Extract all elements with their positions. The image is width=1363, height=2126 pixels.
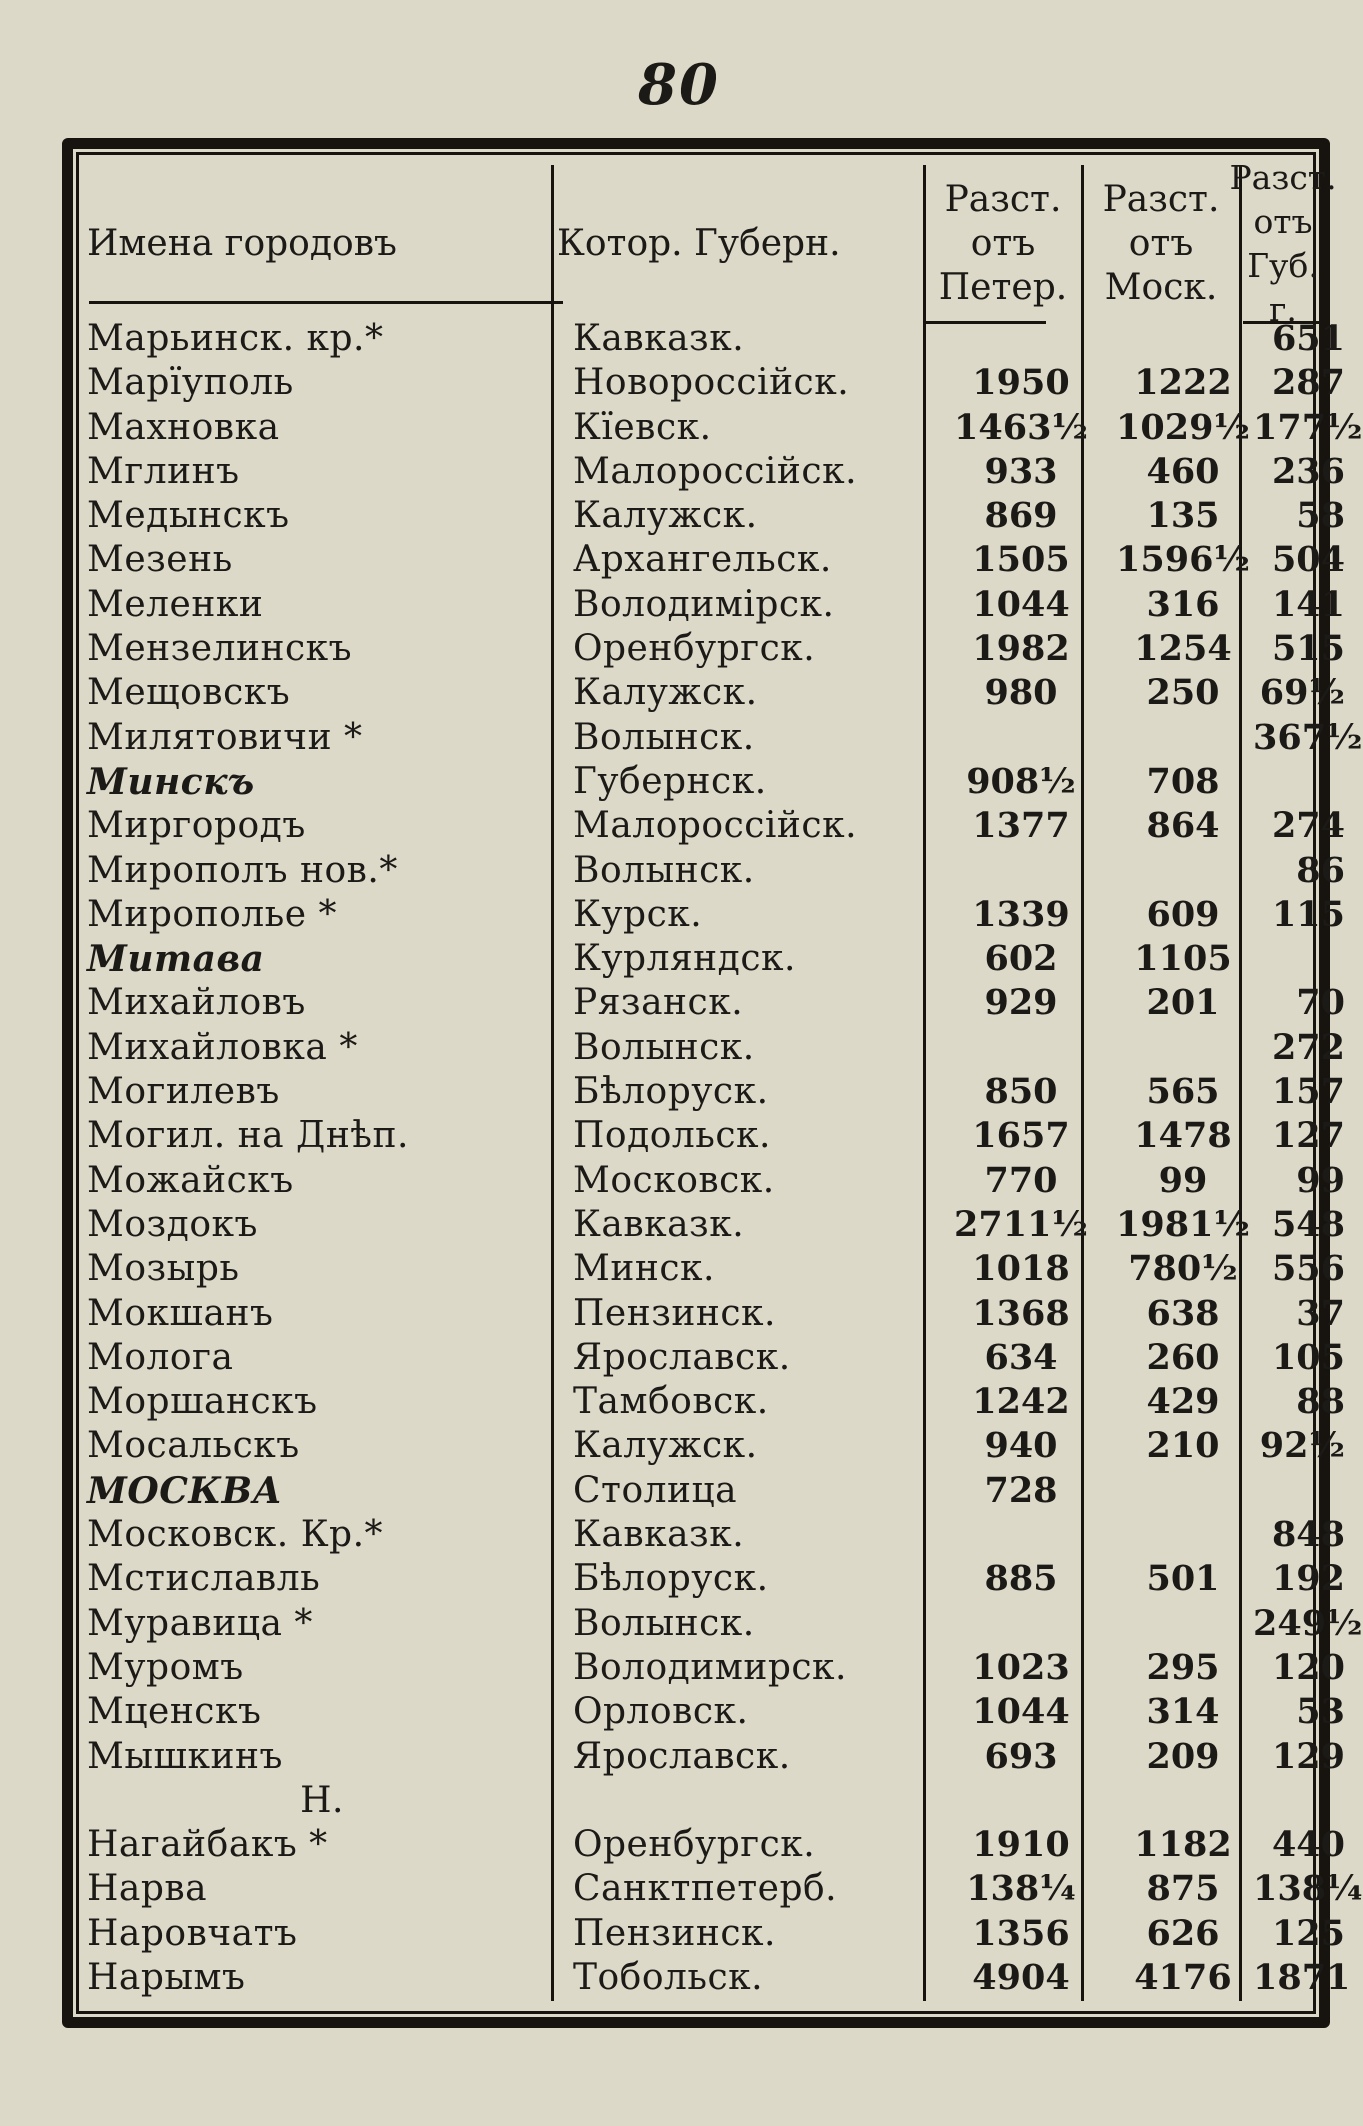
- header-governorate: Котор. Губерн.: [557, 223, 841, 264]
- distance-moscow: 864: [1146, 805, 1220, 847]
- header-gb-line-1: Разст.: [1229, 158, 1337, 197]
- distance-moscow: 1254: [1134, 628, 1232, 670]
- distance-moscow: [1103, 1026, 1263, 1070]
- distance-gub-town: 138¼: [1253, 1868, 1363, 1910]
- table-row: [73, 1690, 1345, 1734]
- distance-petersburg: 1023: [972, 1646, 1070, 1688]
- distance-petersburg: 1505: [972, 539, 1070, 581]
- distance-petersburg: 634: [984, 1336, 1058, 1378]
- header-pet-line-3: Петер.: [938, 267, 1068, 308]
- header-distance-gub-town: [1229, 158, 1337, 329]
- governorate: Санктпетерб.: [573, 1868, 838, 1910]
- city-name: Молога: [87, 1336, 234, 1378]
- governorate: Волынск.: [573, 1602, 755, 1644]
- header-city-names: Имена городовъ: [87, 223, 397, 264]
- distance-petersburg: 693: [984, 1735, 1058, 1777]
- governorate: Тамбовск.: [573, 1381, 769, 1423]
- city-name: Можайскъ: [87, 1159, 294, 1201]
- distance-petersburg: 2711½: [954, 1203, 1088, 1245]
- distance-gub-town: 88: [1296, 1381, 1345, 1423]
- header-pet-line-2: отъ: [970, 223, 1036, 264]
- governorate: Малороссійск.: [573, 450, 858, 492]
- governorate: Подольск.: [573, 1115, 771, 1157]
- distance-moscow: [1103, 1779, 1263, 1823]
- city-name: МОСКВА: [87, 1469, 283, 1512]
- governorate: Кавказк.: [573, 1514, 745, 1556]
- distance-moscow: 1222: [1134, 362, 1232, 404]
- distance-petersburg: [941, 317, 1101, 361]
- distance-moscow: 429: [1146, 1381, 1220, 1423]
- governorate: Губернск.: [573, 760, 767, 802]
- table-body: [73, 317, 1363, 2000]
- governorate: Малороссійск.: [573, 805, 858, 847]
- distance-moscow: 1182: [1134, 1824, 1232, 1866]
- distance-gub-town: 440: [1271, 1824, 1345, 1866]
- governorate: Кавказк.: [573, 1203, 745, 1245]
- governorate: Калужск.: [573, 1425, 758, 1467]
- table-row: [73, 1735, 1345, 1779]
- table-row: [73, 1292, 1345, 1336]
- distance-petersburg: 1242: [972, 1381, 1070, 1423]
- table-row: [73, 671, 1345, 715]
- governorate: Бѣлоруск.: [573, 1071, 769, 1113]
- distance-moscow: 210: [1146, 1425, 1220, 1467]
- table-row: [73, 1646, 1345, 1690]
- header-pet-line-1: Разст.: [944, 179, 1062, 220]
- distance-gub-town: 105: [1271, 1336, 1345, 1378]
- distance-moscow: 638: [1146, 1292, 1220, 1334]
- city-name: Мосальскъ: [87, 1425, 300, 1467]
- table-row: [73, 716, 1363, 760]
- distance-moscow: [1103, 1469, 1263, 1513]
- distance-gub-town: [1253, 760, 1345, 804]
- table-row: [73, 1823, 1345, 1867]
- distance-gub-town: 515: [1271, 628, 1345, 670]
- city-name: Муромъ: [87, 1646, 244, 1688]
- distance-moscow: 565: [1146, 1071, 1220, 1113]
- table-row: [73, 1336, 1345, 1380]
- governorate: Оренбургск.: [573, 1824, 816, 1866]
- table-row: [73, 1247, 1345, 1291]
- distance-moscow: [1103, 317, 1263, 361]
- distance-moscow: 1981½: [1116, 1203, 1250, 1245]
- distance-petersburg: 1018: [972, 1248, 1070, 1290]
- table-row: [73, 406, 1363, 450]
- distance-moscow: 780½: [1128, 1248, 1238, 1290]
- city-name: Могил. на Днѣп.: [87, 1115, 409, 1157]
- distance-moscow: 875: [1146, 1868, 1220, 1910]
- city-name: Мглинъ: [87, 450, 240, 492]
- governorate: [573, 1779, 933, 1823]
- governorate: Ярославск.: [573, 1336, 791, 1378]
- distance-gub-town: 548: [1271, 1203, 1345, 1245]
- distance-moscow: 626: [1146, 1912, 1220, 1954]
- distance-petersburg: 869: [984, 495, 1058, 537]
- distance-petersburg: 1339: [972, 893, 1070, 935]
- city-name: Н.: [300, 1779, 344, 1821]
- header-gb-line-3: Губ. г.: [1247, 246, 1319, 329]
- table-row: [73, 1557, 1345, 1601]
- governorate: Московск.: [573, 1159, 775, 1201]
- distance-petersburg: 770: [984, 1159, 1058, 1201]
- city-name: Мстиславль: [87, 1558, 321, 1600]
- table-row: [73, 1114, 1345, 1158]
- distance-petersburg: [941, 1513, 1101, 1557]
- distance-gub-town: 58: [1296, 495, 1345, 537]
- distance-moscow: 4176: [1134, 1956, 1232, 1998]
- distance-gub-town: [1253, 1779, 1345, 1823]
- table-row: [73, 1912, 1345, 1956]
- distance-petersburg: [941, 849, 1101, 893]
- distance-petersburg: 929: [984, 982, 1058, 1024]
- city-name: Нагайбакъ *: [87, 1824, 328, 1866]
- page-number: 80: [638, 52, 720, 118]
- distance-petersburg: [941, 716, 1101, 760]
- distance-moscow: 295: [1146, 1646, 1220, 1688]
- distance-petersburg: 4904: [972, 1956, 1070, 1998]
- governorate: Ярославск.: [573, 1735, 791, 1777]
- table-row: [73, 1203, 1345, 1247]
- distance-gub-town: 504: [1271, 539, 1345, 581]
- distance-petersburg: 933: [984, 450, 1058, 492]
- header-mos-line-1: Разст.: [1102, 179, 1220, 220]
- distance-gub-town: [1253, 937, 1345, 981]
- city-name: Нарва: [87, 1868, 208, 1910]
- distance-petersburg: 1950: [972, 362, 1070, 404]
- distance-gub-town: 141: [1271, 583, 1345, 625]
- distance-gub-town: 115: [1271, 893, 1345, 935]
- distance-gub-town: 125: [1271, 1912, 1345, 1954]
- distance-petersburg: 138¼: [966, 1868, 1076, 1910]
- distance-gub-town: 848: [1271, 1514, 1345, 1556]
- distance-moscow: 1029½: [1116, 406, 1250, 448]
- distance-gub-town: 69½: [1259, 672, 1345, 714]
- distance-gub-town: 127: [1271, 1115, 1345, 1157]
- table-row: [73, 494, 1345, 538]
- city-name: Наровчатъ: [87, 1912, 298, 1954]
- city-name: Мокшанъ: [87, 1292, 274, 1334]
- distance-moscow: 314: [1146, 1691, 1220, 1733]
- table-row: [73, 1380, 1345, 1424]
- table-row: [73, 1469, 1319, 1513]
- city-name: Михайловъ: [87, 982, 306, 1024]
- distance-petersburg: [941, 1602, 1101, 1646]
- distance-gub-town: 272: [1271, 1026, 1345, 1068]
- city-name: Муравица *: [87, 1602, 313, 1644]
- distance-gub-town: 92½: [1259, 1425, 1345, 1467]
- governorate: Рязанск.: [573, 982, 744, 1024]
- distance-petersburg: 1044: [972, 583, 1070, 625]
- distance-moscow: 460: [1146, 450, 1220, 492]
- table-row: [73, 937, 1319, 981]
- distance-moscow: 316: [1146, 583, 1220, 625]
- distance-gub-town: [1253, 1469, 1345, 1513]
- table-row: [73, 804, 1345, 848]
- distance-petersburg: 1463½: [954, 406, 1088, 448]
- distance-petersburg: 1368: [972, 1292, 1070, 1334]
- header-distance-petersburg: [927, 169, 1079, 319]
- governorate: Володимирск.: [573, 1646, 847, 1688]
- table-row: [73, 1513, 1345, 1557]
- distance-gub-town: 236: [1271, 450, 1345, 492]
- table-row: [73, 1779, 1319, 1823]
- governorate: Калужск.: [573, 495, 758, 537]
- governorate: Новороссійск.: [573, 362, 850, 404]
- city-name: Мышкинъ: [87, 1735, 283, 1777]
- distance-petersburg: 1910: [972, 1824, 1070, 1866]
- distance-moscow: [1103, 716, 1263, 760]
- city-name: Митава: [87, 938, 265, 981]
- table-row: [73, 317, 1345, 361]
- governorate: Кавказк.: [573, 318, 745, 359]
- governorate: Столица: [573, 1469, 738, 1511]
- distance-gub-town: 177½: [1253, 406, 1363, 448]
- governorate: Волынск.: [573, 1026, 755, 1068]
- distance-moscow: 609: [1146, 893, 1220, 935]
- governorate: Волынск.: [573, 716, 755, 758]
- city-name: Марїуполь: [87, 362, 294, 404]
- table-row: [73, 1026, 1345, 1070]
- distance-petersburg: 1657: [972, 1115, 1070, 1157]
- city-name: Моршанскъ: [87, 1381, 318, 1423]
- governorate: Курляндск.: [573, 938, 796, 980]
- distance-gub-town: 37: [1296, 1292, 1345, 1334]
- distance-petersburg: [941, 1026, 1101, 1070]
- governorate: Пензинск.: [573, 1292, 776, 1334]
- table-row: [73, 1159, 1345, 1203]
- table-row: [73, 849, 1345, 893]
- distance-moscow: 1478: [1134, 1115, 1232, 1157]
- header-mos-line-3: Моск.: [1104, 267, 1218, 308]
- distance-petersburg: 1982: [972, 628, 1070, 670]
- table-row: [73, 760, 1319, 804]
- distance-gub-town: 192: [1271, 1558, 1345, 1600]
- table-row: [73, 450, 1345, 494]
- table-row: [73, 1424, 1345, 1468]
- governorate: Калужск.: [573, 672, 758, 714]
- city-name: Минскъ: [87, 760, 255, 803]
- governorate: Оренбургск.: [573, 628, 816, 670]
- city-name: Могилевъ: [87, 1071, 280, 1113]
- city-name: Мезень: [87, 539, 233, 581]
- distance-gub-town: 129: [1271, 1735, 1345, 1777]
- table-row: [73, 1602, 1363, 1646]
- distance-gub-town: 367½: [1253, 716, 1363, 758]
- distance-petersburg: [941, 1779, 1101, 1823]
- distance-gub-town: 86: [1296, 849, 1345, 891]
- governorate: Володимірск.: [573, 583, 835, 625]
- distance-gub-town: 1871: [1253, 1956, 1351, 1998]
- distance-petersburg: 728: [984, 1469, 1058, 1511]
- distance-petersburg: 940: [984, 1425, 1058, 1467]
- distance-moscow: 99: [1158, 1159, 1208, 1201]
- city-name: Махновка: [87, 406, 280, 448]
- distance-moscow: 501: [1146, 1558, 1220, 1600]
- distance-petersburg: 602: [984, 938, 1058, 980]
- governorate: Тобольск.: [573, 1956, 764, 1998]
- distance-moscow: 250: [1146, 672, 1220, 714]
- governorate: Бѣлоруск.: [573, 1558, 769, 1600]
- distance-moscow: [1103, 849, 1263, 893]
- governorate: Архангельск.: [573, 539, 832, 581]
- governorate: Курск.: [573, 893, 703, 935]
- governorate: Кїевск.: [573, 406, 712, 448]
- distance-gub-town: 556: [1271, 1248, 1345, 1290]
- governorate: Волынск.: [573, 849, 755, 891]
- distance-gub-town: 651: [1271, 318, 1345, 359]
- header-gb-line-2: отъ: [1253, 202, 1313, 241]
- city-name: Миргородъ: [87, 805, 306, 847]
- table-row: [73, 1070, 1345, 1114]
- city-name: Мирополъ нов.*: [87, 849, 398, 891]
- city-name: Меленки: [87, 583, 264, 625]
- distance-petersburg: 850: [984, 1071, 1058, 1113]
- city-name: Михайловка *: [87, 1026, 358, 1068]
- distance-gub-town: 70: [1296, 982, 1345, 1024]
- distance-petersburg: 1356: [972, 1912, 1070, 1954]
- table-row: [73, 981, 1345, 1025]
- distance-gub-town: 120: [1271, 1646, 1345, 1688]
- distance-gub-town: 274: [1271, 805, 1345, 847]
- table-row: [73, 1956, 1351, 2000]
- distance-gub-town: 157: [1271, 1071, 1345, 1113]
- city-name: Медынскъ: [87, 495, 290, 537]
- distance-moscow: 135: [1146, 495, 1220, 537]
- distance-moscow: [1103, 1602, 1263, 1646]
- governorate: Минск.: [573, 1248, 715, 1290]
- distance-moscow: 708: [1146, 760, 1220, 802]
- distance-petersburg: 908½: [966, 760, 1076, 802]
- distance-gub-town: 53: [1296, 1691, 1345, 1733]
- city-name: Мещовскъ: [87, 672, 291, 714]
- city-name: Нарымъ: [87, 1956, 246, 1998]
- table-row: [73, 893, 1345, 937]
- table-row: [73, 361, 1345, 405]
- table-row: [73, 627, 1345, 671]
- table-row: [73, 1867, 1363, 1911]
- city-name: Марьинск. кр.*: [87, 318, 384, 359]
- header-distance-moscow: [1085, 169, 1237, 319]
- distance-gub-town: 99: [1296, 1159, 1345, 1201]
- governorate: Пензинск.: [573, 1912, 776, 1954]
- distance-petersburg: 885: [984, 1558, 1058, 1600]
- distance-moscow: [1103, 1513, 1263, 1557]
- distance-table: [62, 138, 1363, 2028]
- distance-moscow: 1596½: [1116, 539, 1250, 581]
- city-name: Моздокъ: [87, 1203, 258, 1245]
- city-name: Мозырь: [87, 1248, 240, 1290]
- table-row: [73, 583, 1345, 627]
- table-row: [73, 538, 1345, 582]
- distance-petersburg: 1044: [972, 1691, 1070, 1733]
- city-name: Мценскъ: [87, 1691, 262, 1733]
- distance-petersburg: 1377: [972, 805, 1070, 847]
- governorate: Орловск.: [573, 1691, 749, 1733]
- header-mos-line-2: отъ: [1128, 223, 1194, 264]
- distance-petersburg: 980: [984, 672, 1058, 714]
- city-name: Мензелинскъ: [87, 628, 353, 670]
- distance-moscow: 1105: [1134, 938, 1232, 980]
- distance-moscow: 209: [1146, 1735, 1220, 1777]
- city-name: Милятовичи *: [87, 716, 363, 758]
- distance-moscow: 201: [1146, 982, 1220, 1024]
- distance-gub-town: 249½: [1253, 1602, 1363, 1644]
- city-name: Мирополье *: [87, 893, 337, 935]
- city-name: Московск. Кр.*: [87, 1514, 384, 1556]
- distance-gub-town: 287: [1271, 362, 1345, 404]
- distance-moscow: 260: [1146, 1336, 1220, 1378]
